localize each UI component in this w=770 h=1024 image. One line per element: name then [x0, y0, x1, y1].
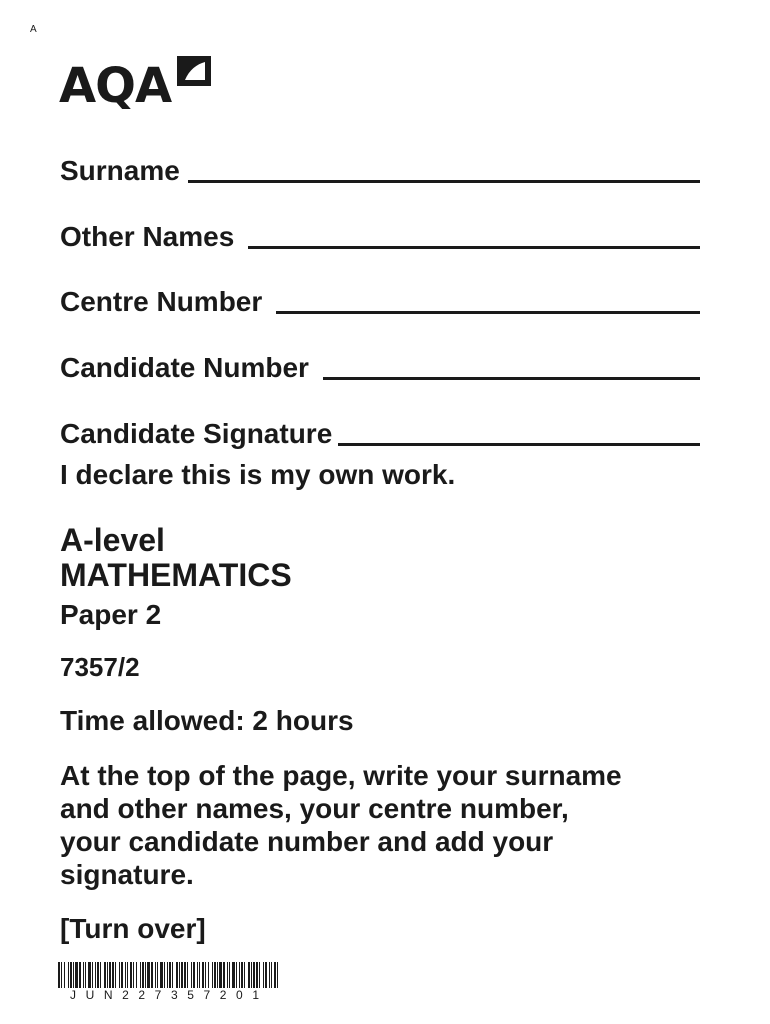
paper-number: Paper 2: [60, 599, 162, 630]
paper-code: 7357/2: [60, 652, 140, 682]
logo-wordmark: AQA: [59, 58, 172, 114]
page-corner-mark: A: [30, 24, 37, 35]
instructions-line: At the top of the page, write your surname: [60, 760, 622, 791]
surname-writing-line[interactable]: [188, 179, 700, 183]
instructions-line: signature.: [60, 859, 194, 890]
candidate-signature-label: Candidate Signature: [60, 418, 333, 449]
candidate-number-label: Candidate Number: [60, 352, 309, 383]
candidate-signature-writing-line[interactable]: [338, 442, 700, 446]
barcode-digits: JUN227357201: [70, 988, 269, 1002]
centre-number-writing-line[interactable]: [276, 310, 700, 314]
other-names-label: Other Names: [60, 221, 235, 252]
turn-over-note: [Turn over]: [60, 913, 206, 944]
aqa-logo: [59, 52, 213, 116]
instructions-text: [60, 759, 740, 891]
subject-title: MATHEMATICS: [60, 557, 292, 593]
candidate-number-writing-line[interactable]: [323, 376, 700, 380]
centre-number-label: Centre Number: [60, 286, 263, 317]
other-names-writing-line[interactable]: [248, 245, 700, 249]
candidate-signature-field[interactable]: [60, 417, 700, 451]
surname-field[interactable]: [60, 154, 700, 188]
other-names-field[interactable]: [60, 220, 700, 254]
logo-mark-icon: [175, 54, 213, 88]
time-allowed: Time allowed: 2 hours: [60, 705, 354, 736]
barcode-icon: [58, 962, 280, 988]
instructions-line: and other names, your centre number,: [60, 793, 569, 824]
qualification-level: A-level: [60, 522, 165, 558]
centre-number-field[interactable]: [60, 285, 700, 319]
surname-label: Surname: [60, 155, 180, 186]
candidate-number-field[interactable]: [60, 351, 700, 385]
declaration-text: I declare this is my own work.: [60, 459, 456, 490]
instructions-line: your candidate number and add your: [60, 826, 554, 857]
